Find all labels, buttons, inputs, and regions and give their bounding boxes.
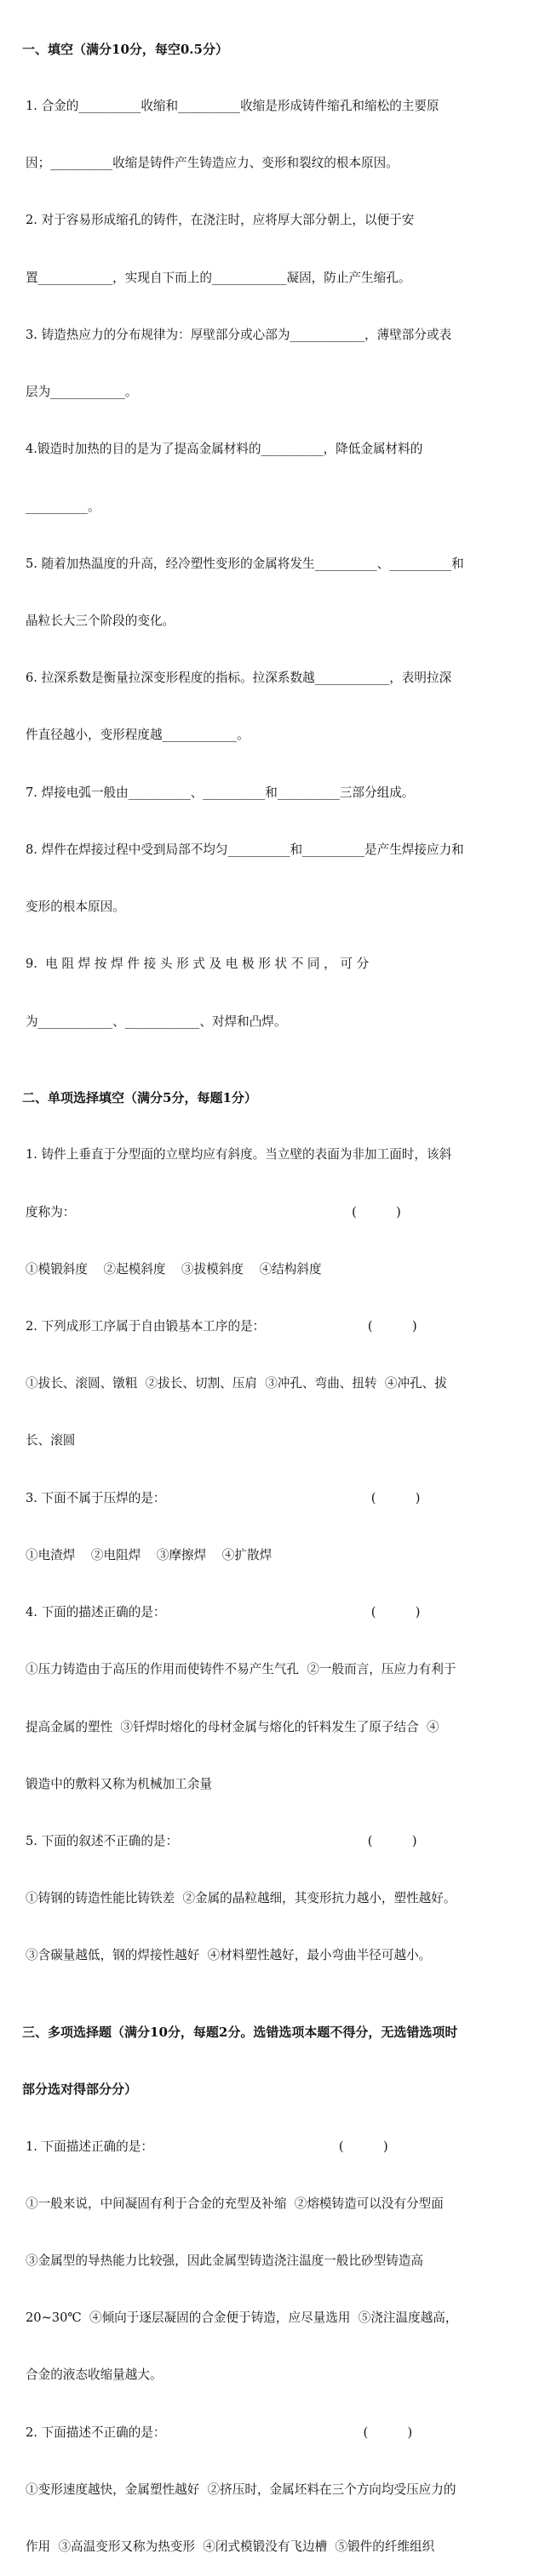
question-line: 变形的根本原因。 bbox=[26, 900, 125, 915]
section-title-single-choice: 二、单项选择填空（满分5分，每题1分） bbox=[22, 1090, 257, 1106]
question-line: 2. 下面描述不正确的是： ( ) bbox=[26, 2425, 413, 2440]
options-line: ①电渣焊 ②电阻焊 ③摩擦焊 ④扩散焊 bbox=[26, 1547, 272, 1562]
question-line: 1. 合金的__________收缩和__________收缩是形成铸件缩孔和缩松的主要原 bbox=[26, 99, 439, 114]
question-line: __________。 bbox=[26, 499, 100, 514]
options-line: 20~30℃ ④倾向于逐层凝固的合金便于铸造，应尽量选用 ⑤浇注温度越高， bbox=[26, 2310, 458, 2326]
question-line: 1. 下面描述正确的是： ( ) bbox=[26, 2139, 388, 2154]
question-line: 4.锻造时加热的目的是为了提高金属材料的__________，降低金属材料的 bbox=[26, 442, 423, 457]
options-line: ③金属型的导热能力比较强，因此金属型铸造浇注温度一般比砂型铸造高 bbox=[26, 2253, 424, 2268]
question-line: 3. 下面不属于压焊的是： ( ) bbox=[26, 1490, 421, 1505]
options-line: ①一般来说，中间凝固有利于合金的充型及补缩 ②熔模铸造可以没有分型面 bbox=[26, 2196, 444, 2211]
question-line: 2. 下列成形工序属于自由锻基本工序的是： ( ) bbox=[26, 1319, 417, 1334]
question-line: 9. 电 阻 焊 按 焊 件 接 头 形 式 及 电 极 形 状 不 同 ， 可 分 bbox=[26, 957, 370, 972]
section-title-fill-blank: 一、填空（满分10分，每空0.5分） bbox=[22, 41, 228, 57]
section-title-multi-choice-cont: 部分选对得部分分） bbox=[22, 2082, 138, 2098]
options-line: ①拔长、滚圆、镦粗 ②拔长、切割、压肩 ③冲孔、弯曲、扭转 ④冲孔、拔 bbox=[26, 1376, 447, 1391]
question-line: 6. 拉深系数是衡量拉深变形程度的指标。拉深系数越____________，表明拉深 bbox=[26, 671, 452, 686]
question-line: 7. 焊接电弧一般由__________、__________和__________三部分组成。 bbox=[26, 785, 415, 800]
section-title-multi-choice: 三、多项选择题（满分10分，每题2分。选错选项本题不得分，无选错选项时 bbox=[22, 2025, 458, 2041]
question-line: 件直径越小，变形程度越____________。 bbox=[26, 728, 250, 743]
question-line: 为____________、____________、对焊和凸焊。 bbox=[26, 1014, 287, 1029]
options-line: ①铸钢的铸造性能比铸铁差 ②金属的晶粒越细，其变形抗力越小，塑性越好。 bbox=[26, 1891, 456, 1906]
question-line: 置____________，实现自下而上的____________凝固，防止产生缩孔。 bbox=[26, 270, 411, 285]
question-line: 5. 下面的叙述不正确的是： ( ) bbox=[26, 1834, 417, 1848]
question-line: 8. 焊件在焊接过程中受到局部不均匀__________和__________是产生焊接应力和 bbox=[26, 842, 464, 857]
options-line: 锻造中的敷料又称为机械加工余量 bbox=[26, 1776, 212, 1791]
options-line: 提高金属的塑性 ③钎焊时熔化的母材金属与熔化的钎料发生了原子结合 ④ bbox=[26, 1719, 439, 1734]
question-line: 2. 对于容易形成缩孔的铸件，在浇注时，应将厚大部分朝上，以便于安 bbox=[26, 213, 415, 228]
question-line: 4. 下面的描述正确的是： ( ) bbox=[26, 1605, 421, 1620]
question-line: 晶粒长大三个阶段的变化。 bbox=[26, 614, 175, 628]
question-line: 1. 铸件上垂直于分型面的立壁均应有斜度。当立壁的表面为非加工面时，该斜 bbox=[26, 1147, 452, 1162]
question-line: 5. 随着加热温度的升高，经冷塑性变形的金属将发生__________、__________和 bbox=[26, 556, 464, 571]
question-line: 因；__________收缩是铸件产生铸造应力、变形和裂纹的根本原因。 bbox=[26, 156, 399, 171]
question-line: 层为____________。 bbox=[26, 385, 138, 400]
options-line: ③含碳量越低，钢的焊接性越好 ④材料塑性越好，最小弯曲半径可越小。 bbox=[26, 1948, 432, 1963]
options-line: 作用 ③高温变形又称为热变形 ④闭式模锻没有飞边槽 ⑤锻件的纤维组织 bbox=[26, 2539, 435, 2555]
options-line: 长、滚圆 bbox=[26, 1433, 76, 1448]
question-line: 3. 铸造热应力的分布规律为：厚壁部分或心部为____________，薄壁部分或表 bbox=[26, 327, 452, 342]
options-line: 合金的液态收缩量越大。 bbox=[26, 2368, 163, 2383]
options-line: ①压力铸造由于高压的作用而使铸件不易产生气孔 ②一般而言，压应力有利于 bbox=[26, 1662, 456, 1677]
question-line: 度称为： ( ) bbox=[26, 1204, 401, 1219]
options-line: ①变形速度越快，金属塑性越好 ②挤压时，金属坯料在三个方向均受压应力的 bbox=[26, 2482, 456, 2497]
options-line: ①模锻斜度 ②起模斜度 ③拔模斜度 ④结构斜度 bbox=[26, 1261, 322, 1277]
